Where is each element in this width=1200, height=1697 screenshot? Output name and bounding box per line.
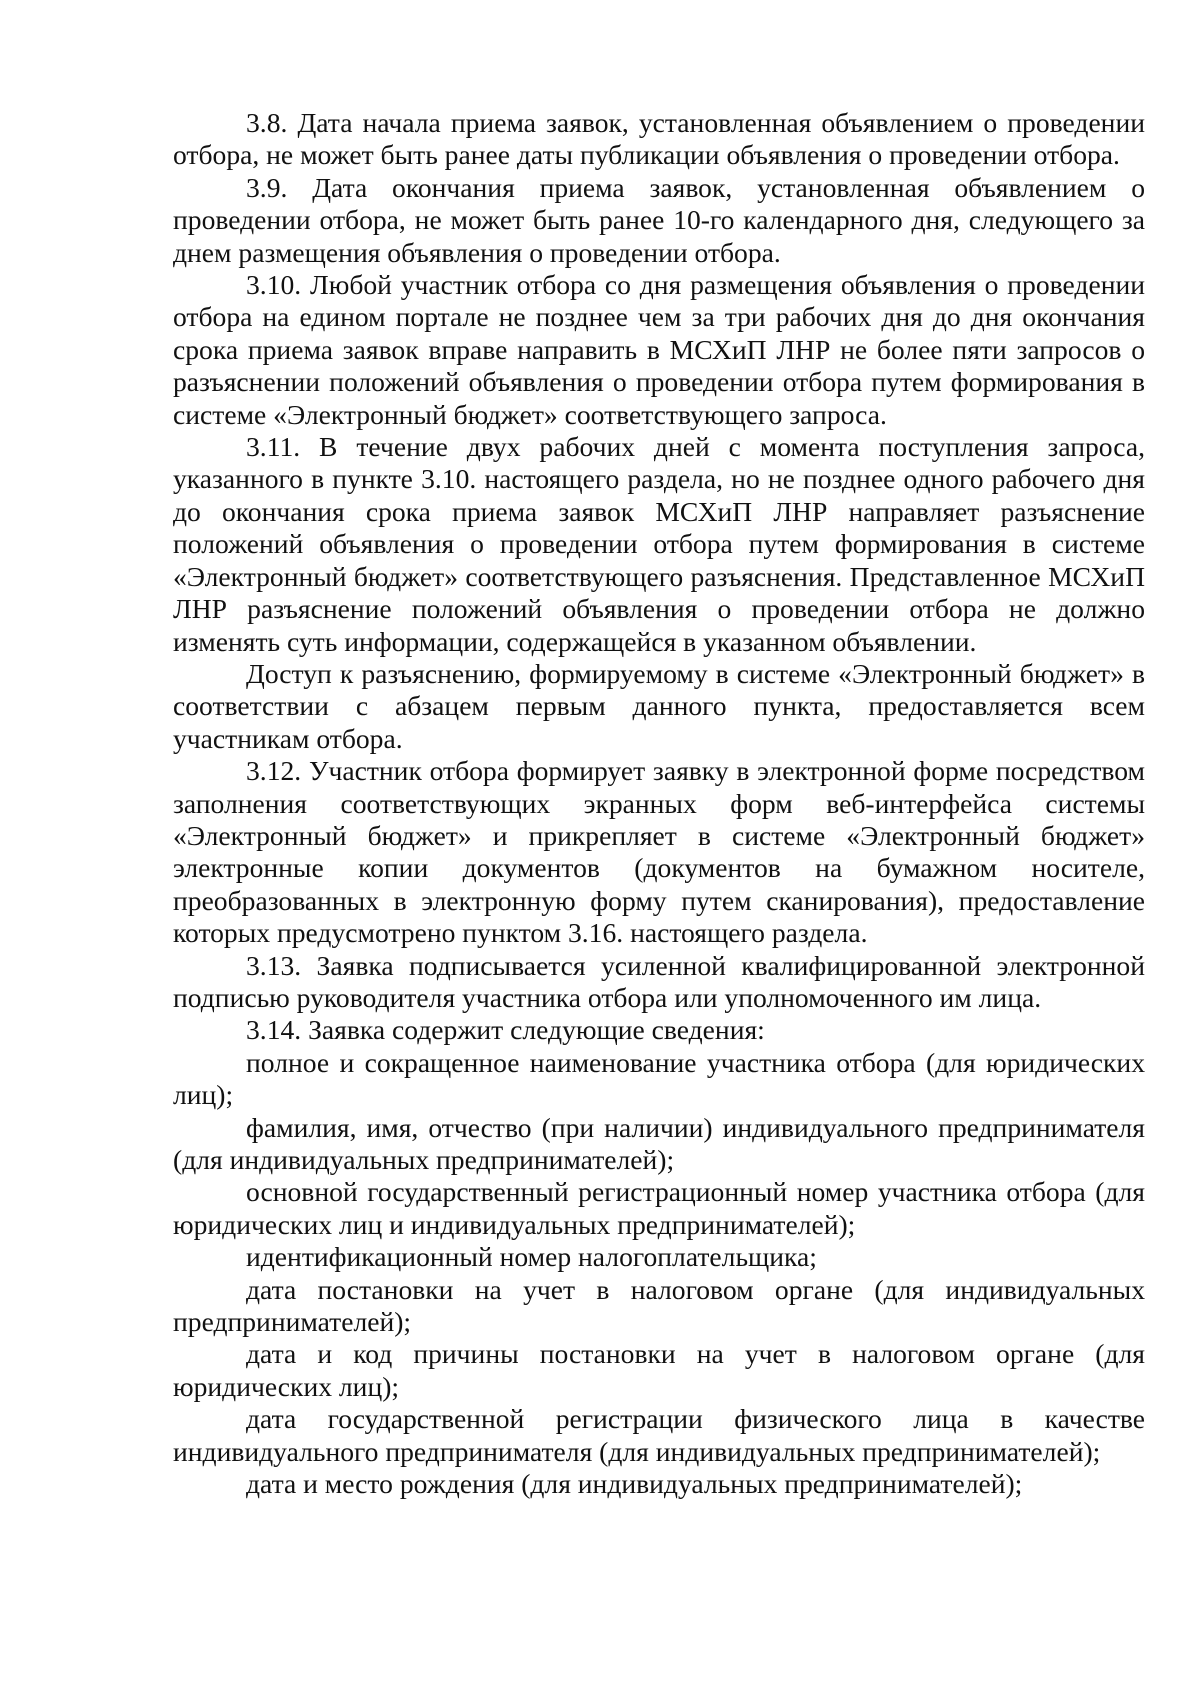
list-item-birth-date-place: дата и место рождения (для индивидуальных предпринимателей);	[246, 1468, 1023, 1500]
list-item-tax-registration-date: дата постановки на учет в налоговом органе (для индивидуальных предпринимателей);	[173, 1273, 1145, 1338]
paragraph-3-10: 3.10. Любой участник отбора со дня размещения объявления о проведении отбора на едином портале не позднее чем за три рабочих дня до дня окончания срока приема заявок вправе направить в МСХиП ЛНР не более пяти запросов о разъяснении положений объявления о проведении отбора путем формирования в системе «Электронный бюджет» соответствующего запроса.	[173, 269, 1145, 430]
document-page	[173, 107, 1145, 1500]
list-item-inn: идентификационный номер налогоплательщика;	[246, 1241, 817, 1273]
paragraph-3-14: 3.14. Заявка содержит следующие сведения:	[246, 1014, 765, 1046]
paragraph-3-12: 3.12. Участник отбора формирует заявку в электронной форме посредством заполнения соответствующих экранных форм веб-интерфейса системы «Электронный бюджет» и прикрепляет в системе «Электронный бюджет» электронные копии документов (документов на бумажном носителе, преобразованных в электронную форму путем сканирования), предоставление которых предусмотрено пунктом 3.16. настоящего раздела.	[173, 755, 1145, 949]
list-item-full-name: полное и сокращенное наименование участника отбора (для юридических лиц);	[173, 1046, 1145, 1111]
paragraph-3-9: 3.9. Дата окончания приема заявок, установленная объявлением о проведении отбора, не может быть ранее 10-го календарного дня, следующего за днем размещения объявления о проведении отбора.	[173, 171, 1145, 268]
paragraph-3-11-access: Доступ к разъяснению, формируемому в системе «Электронный бюджет» в соответствии с абзацем первым данного пункта, предоставляется всем участникам отбора.	[173, 657, 1145, 754]
paragraph-3-8: 3.8. Дата начала приема заявок, установленная объявлением о проведении отбора, не может быть ранее даты публикации объявления о проведении отбора.	[173, 107, 1145, 171]
list-item-tax-registration-code: дата и код причины постановки на учет в налоговом органе (для юридических лиц);	[173, 1338, 1145, 1402]
list-item-entrepreneur-name: фамилия, имя, отчество (при наличии) индивидуального предпринимателя (для индивидуальных предпринимателей);	[173, 1111, 1145, 1175]
list-item-state-registration-date: дата государственной регистрации физического лица в качестве индивидуального предпринимателя (для индивидуальных предпринимателей);	[173, 1403, 1145, 1467]
list-item-ogrn: основной государственный регистрационный номер участника отбора (для юридических лиц и индивидуальных предпринимателей);	[173, 1176, 1145, 1240]
paragraph-3-13: 3.13. Заявка подписывается усиленной квалифицированной электронной подписью руководителя участника отбора или уполномоченного им лица.	[173, 949, 1145, 1013]
paragraph-3-11: 3.11. В течение двух рабочих дней с момента поступления запроса, указанного в пункте 3.10. настоящего раздела, но не позднее одного рабочего дня до окончания срока приема заявок МСХиП ЛНР направляет разъяснение положений объявления о проведении отбора путем формирования в системе «Электронный бюджет» соответствующего разъяснения. Представленное МСХиП ЛНР разъяснение положений объявления о проведении отбора не должно изменять суть информации, содержащейся в указанном объявлении.	[173, 431, 1145, 657]
